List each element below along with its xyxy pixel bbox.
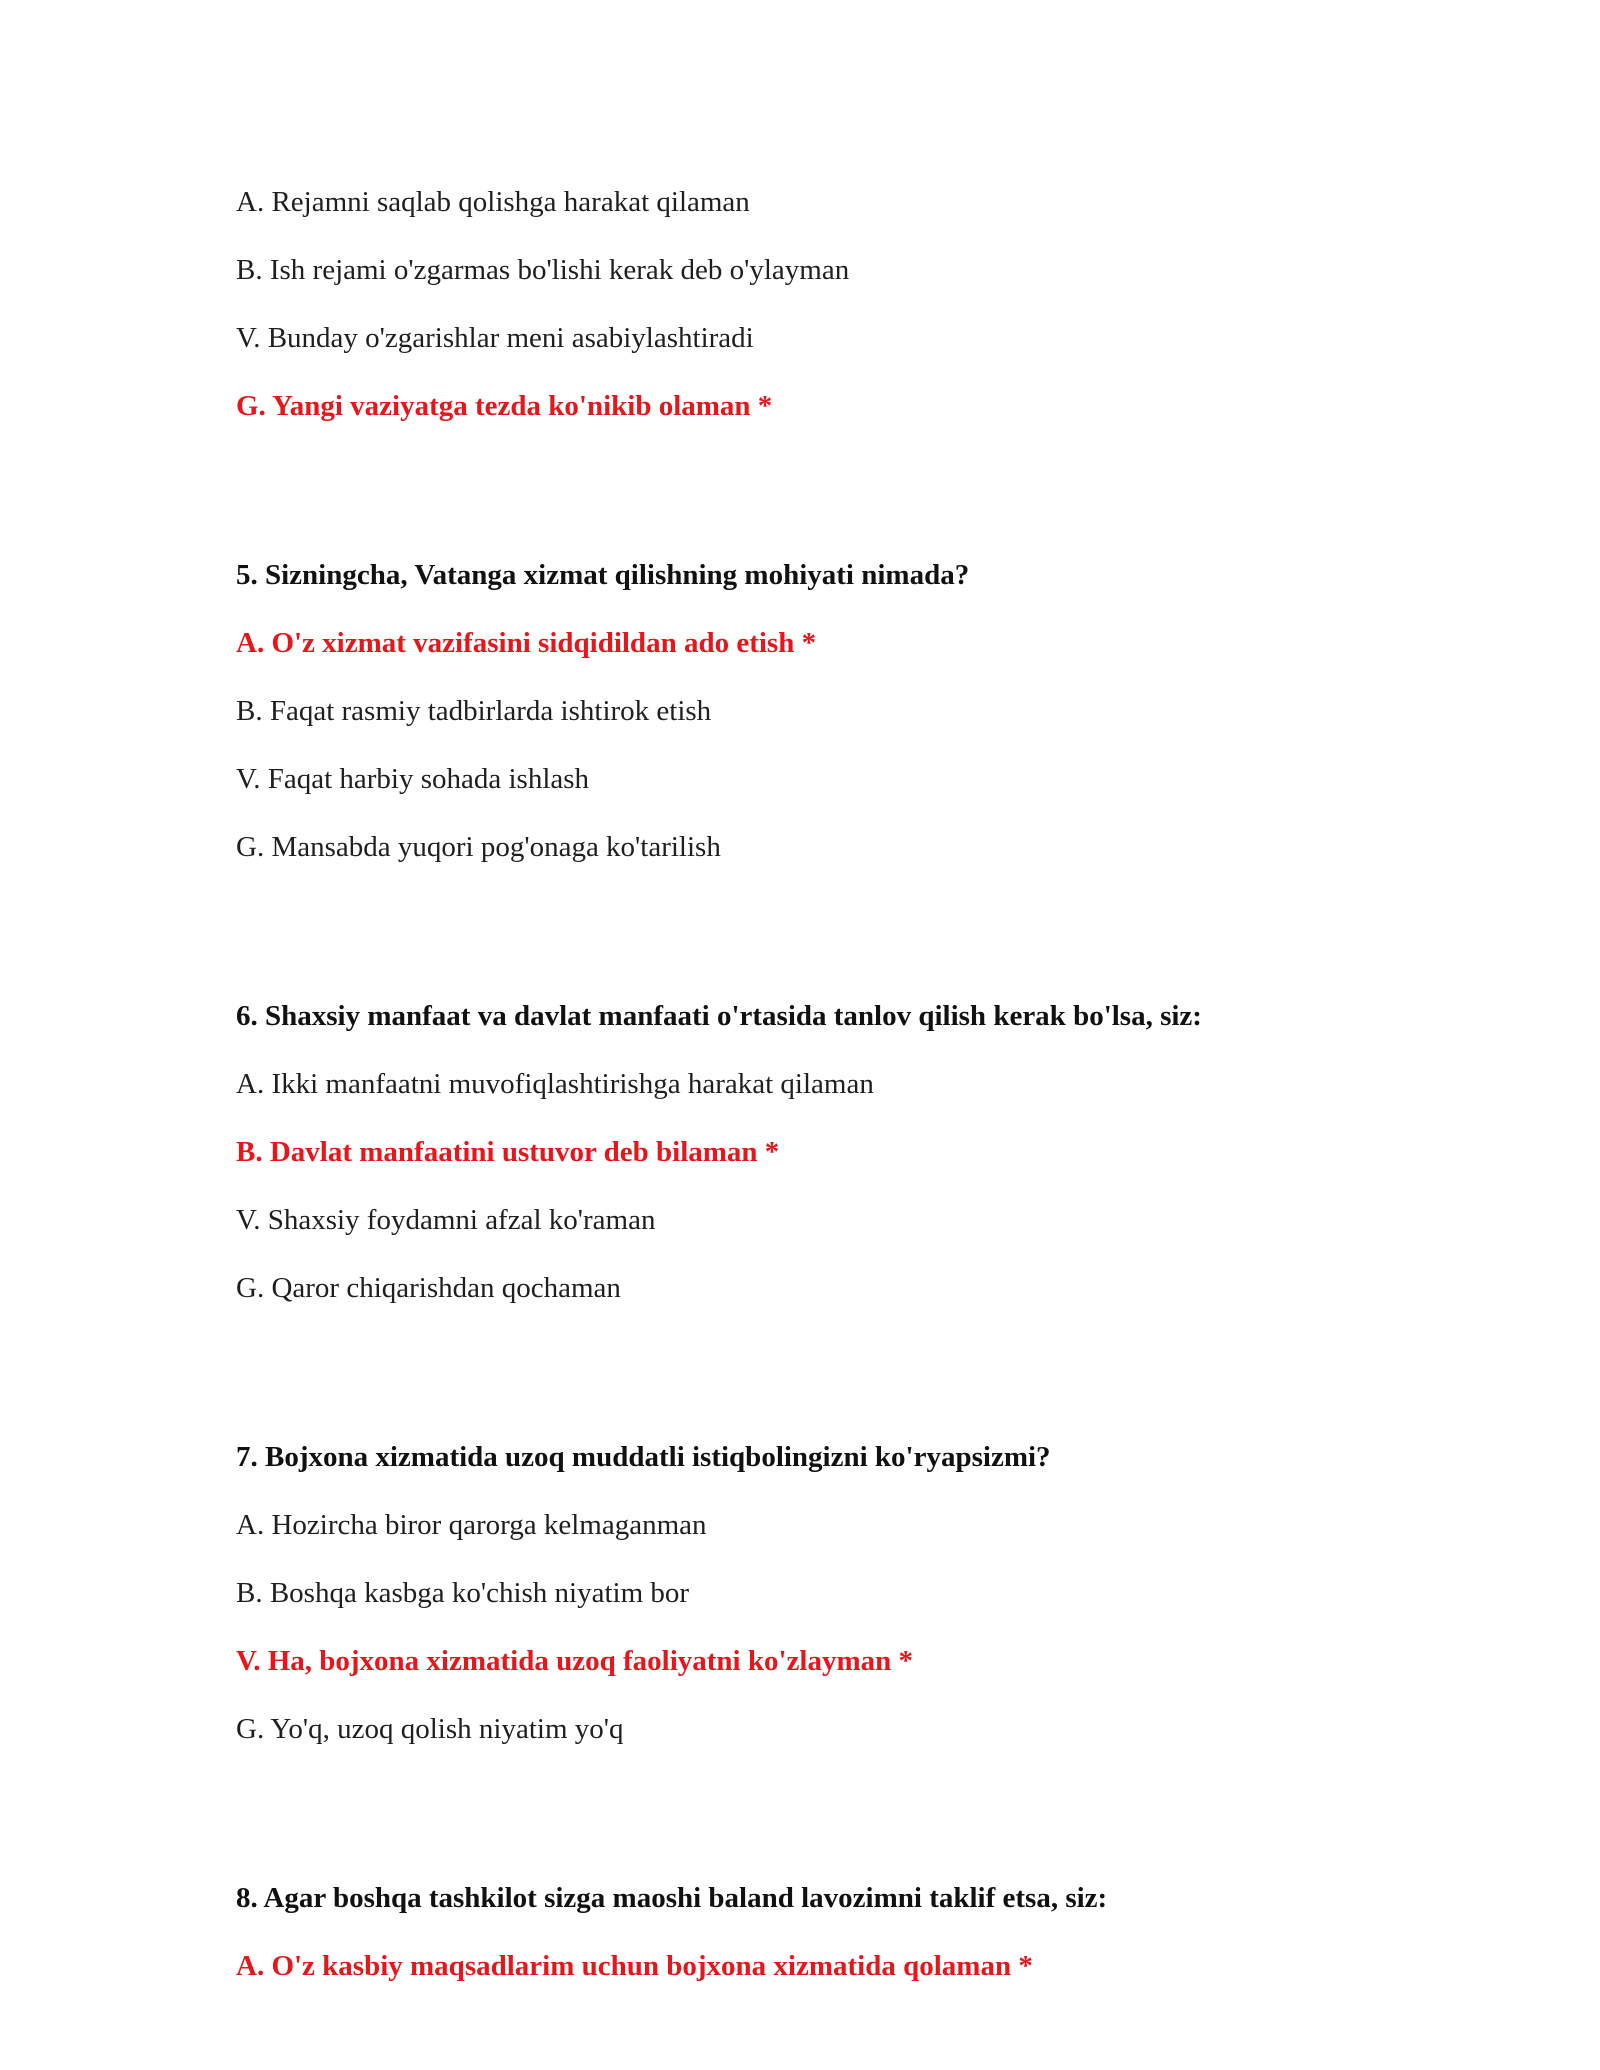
answer-option-correct: A. O'z kasbiy maqsadlarim uchun bojxona xizmatida qolaman * <box>236 1950 1033 1982</box>
answer-option-correct: G. Yangi vaziyatga tezda ko'nikib olaman * <box>236 390 773 422</box>
answer-option: V. Shaxsiy foydamni afzal ko'raman <box>236 1204 656 1236</box>
answer-option: G. Mansabda yuqori pog'onaga ko'tarilish <box>236 831 721 863</box>
section-spacer <box>236 1779 1436 1880</box>
section-spacer <box>236 456 1436 557</box>
answer-option: A. Rejamni saqlab qolishga harakat qilaman <box>236 186 750 218</box>
answer-option-correct: V. Ha, bojxona xizmatida uzoq faoliyatni ko'zlayman * <box>236 1645 913 1677</box>
answer-option-correct: B. Davlat manfaatini ustuvor deb bilaman * <box>236 1136 780 1168</box>
answer-option-correct: A. O'z xizmat vazifasini sidqidildan ado etish * <box>236 627 817 659</box>
answer-option: G. Yo'q, uzoq qolish niyatim yo'q <box>236 1713 624 1745</box>
answer-option: A. Ikki manfaatni muvofiqlashtirishga harakat qilaman <box>236 1068 874 1100</box>
answer-option: B. Boshqa kasbga ko'chish niyatim bor <box>236 1577 690 1609</box>
answer-option: V. Bunday o'zgarishlar meni asabiylashtiradi <box>236 322 754 354</box>
question-text: 7. Bojxona xizmatida uzoq muddatli istiqbolingizni ko'ryapsizmi? <box>236 1441 1051 1473</box>
question-text: 8. Agar boshqa tashkilot sizga maoshi baland lavozimni taklif etsa, siz: <box>236 1882 1108 1914</box>
answer-option: A. Hozircha biror qarorga kelmaganman <box>236 1509 707 1541</box>
answer-option: B. Ish rejami o'zgarmas bo'lishi kerak deb o'ylayman <box>236 254 850 286</box>
answer-option: G. Qaror chiqarishdan qochaman <box>236 1272 621 1304</box>
question-text: 5. Sizningcha, Vatanga xizmat qilishning mohiyati nimada? <box>236 559 970 591</box>
question-text: 6. Shaxsiy manfaat va davlat manfaati o'rtasida tanlov qilish kerak bo'lsa, siz: <box>236 1000 1202 1032</box>
section-spacer <box>236 1338 1436 1439</box>
section-spacer <box>236 897 1436 998</box>
answer-option: B. Faqat rasmiy tadbirlarda ishtirok etish <box>236 695 712 727</box>
answer-option: V. Faqat harbiy sohada ishlash <box>236 763 590 795</box>
quiz-content <box>236 184 1436 2016</box>
